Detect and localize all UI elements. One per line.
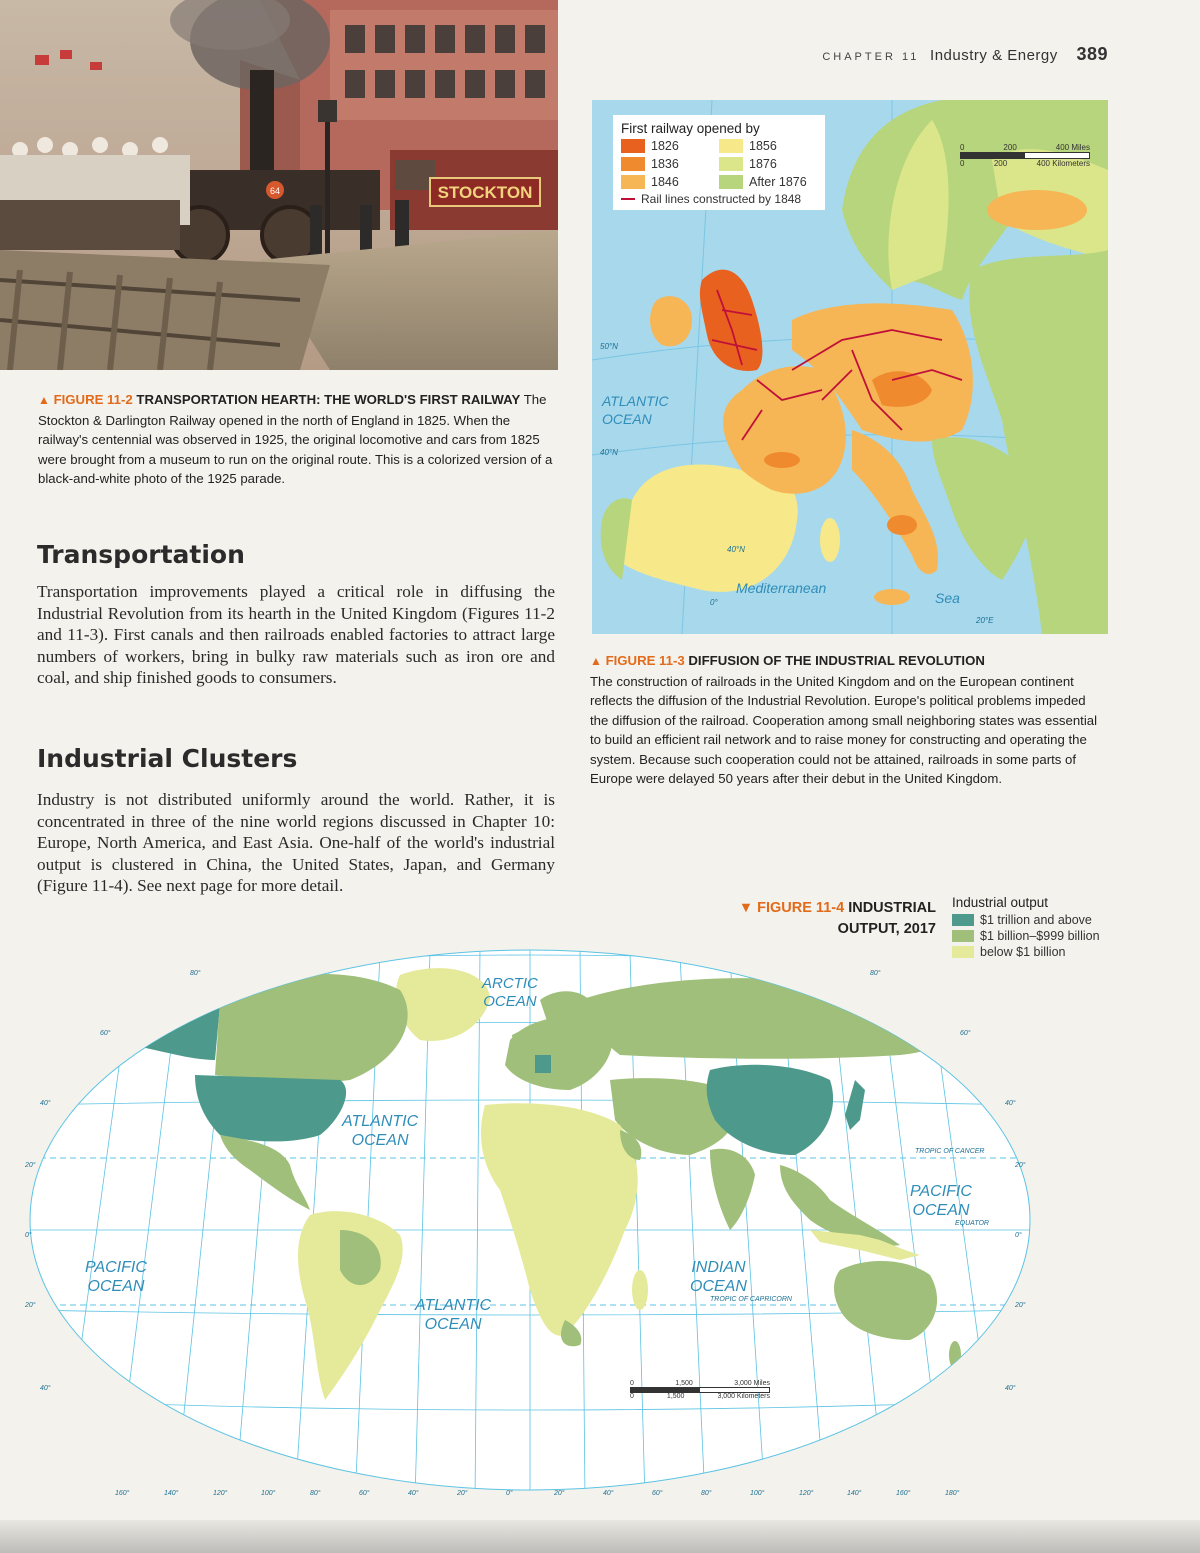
europe-railway-diffusion-map xyxy=(592,100,1108,634)
section-heading-transportation: Transportation xyxy=(37,540,245,569)
label-pacific-ocean-east: PACIFIC OCEAN xyxy=(910,1183,972,1219)
latitude-label: 80° xyxy=(870,970,881,977)
figure-11-2-title: TRANSPORTATION HEARTH: THE WORLD'S FIRST RAILWAY xyxy=(136,392,521,407)
label-atlantic-ocean-north: ATLANTIC OCEAN xyxy=(342,1113,419,1149)
legend-item-1826: 1826 xyxy=(621,139,719,153)
label-equator: EQUATOR xyxy=(955,1220,989,1227)
longitude-label: 100° xyxy=(750,1490,765,1497)
running-head xyxy=(822,44,1108,65)
label-lon-0: 0° xyxy=(710,598,718,607)
longitude-label: 160° xyxy=(115,1490,130,1497)
transportation-paragraph: Transportation improvements played a critical role in diffusing the Industrial Revolution from its hearth in the United Kingdom (Figures 11-2 and 11-3). First canals and then railroads enabled factories to attract large numbers of workers, bring in bulky raw materials such as iron ore and coal, and ship finished goods to consumers. xyxy=(37,582,555,687)
longitude-label: 160° xyxy=(896,1490,911,1497)
longitude-label: 40° xyxy=(408,1490,419,1497)
legend-item-below-billion: below $1 billion xyxy=(952,945,1100,959)
legend-item-trillion: $1 trillion and above xyxy=(952,913,1100,927)
section-heading-industrial-clusters: Industrial Clusters xyxy=(37,744,298,773)
loco-number: 64 xyxy=(269,186,281,196)
label-indian-ocean: INDIAN OCEAN xyxy=(690,1259,747,1295)
latitude-label: 20° xyxy=(1015,1162,1026,1169)
latitude-label: 0° xyxy=(1015,1232,1022,1239)
label-arctic-ocean: ARCTIC OCEAN xyxy=(482,975,538,1010)
label-sea: Sea xyxy=(935,590,960,606)
legend-item-1876: 1876 xyxy=(719,157,817,171)
legend-item-1836: 1836 xyxy=(621,157,719,171)
figure-11-4-title-line1: INDUSTRIAL xyxy=(848,900,936,916)
legend-item-rail-lines: Rail lines constructed by 1848 xyxy=(621,192,817,206)
figure-11-3-label: FIGURE 11-3 xyxy=(605,653,685,668)
europe-legend-title: First railway opened by xyxy=(621,121,760,136)
longitude-label: 180° xyxy=(945,1490,960,1497)
latitude-label: 0° xyxy=(25,1232,32,1239)
triangle-down-icon: ▼ xyxy=(738,900,754,916)
figure-11-2-caption xyxy=(38,390,554,489)
longitude-label: 60° xyxy=(359,1490,370,1497)
label-mediterranean: Mediterranean xyxy=(736,580,827,596)
label-lat-40-west: 40°N xyxy=(600,448,618,457)
label-atlantic-ocean: ATLANTIC OCEAN xyxy=(602,393,669,427)
longitude-label: 80° xyxy=(310,1490,321,1497)
label-lat-40: 40°N xyxy=(727,545,745,554)
chapter-label: CHAPTER 11 xyxy=(822,51,920,63)
latitude-label: 40° xyxy=(40,1100,51,1107)
latitude-label: 40° xyxy=(1005,1385,1016,1392)
figure-11-3-title: DIFFUSION OF THE INDUSTRIAL REVOLUTION xyxy=(688,653,985,668)
chapter-title: Industry & Energy xyxy=(930,47,1058,64)
longitude-label: 140° xyxy=(164,1490,179,1497)
longitude-label: 20° xyxy=(554,1490,565,1497)
triangle-up-icon: ▲ xyxy=(590,654,602,668)
longitude-label: 60° xyxy=(652,1490,663,1497)
latitude-label: 40° xyxy=(40,1385,51,1392)
longitude-label: 100° xyxy=(261,1490,276,1497)
longitude-label: 120° xyxy=(213,1490,228,1497)
label-atlantic-ocean-south: ATLANTIC OCEAN xyxy=(415,1297,492,1333)
latitude-label: 40° xyxy=(1005,1100,1016,1107)
label-lat-50: 50°N xyxy=(600,342,618,351)
industrial-clusters-paragraph: Industry is not distributed uniformly around the world. Rather, it is concentrated in three of the nine world regions discussed in Chapter 10: Europe, North America, and East Asia. One-half of the world's industrial output is clustered in China, the United States, Japan, and Germany (Figure 11-4). See next page for more detail. xyxy=(37,790,555,895)
legend-item-1846: 1846 xyxy=(621,175,719,189)
label-pacific-ocean-west: PACIFIC OCEAN xyxy=(85,1259,147,1295)
stockton-sign-text: STOCKTON xyxy=(437,183,533,202)
world-industrial-output-map xyxy=(20,930,1040,1510)
latitude-label: 60° xyxy=(960,1030,971,1037)
longitude-label: 120° xyxy=(799,1490,814,1497)
longitude-label: 80° xyxy=(701,1490,712,1497)
stockton-railway-photo xyxy=(0,0,558,370)
legend-item-1856: 1856 xyxy=(719,139,817,153)
longitude-label: 40° xyxy=(603,1490,614,1497)
page-number: 389 xyxy=(1076,44,1108,64)
figure-11-2-label: FIGURE 11-2 xyxy=(53,392,133,407)
latitude-label: 20° xyxy=(25,1162,36,1169)
figure-11-4-label: FIGURE 11-4 xyxy=(757,900,845,916)
page-binding-edge xyxy=(0,1520,1200,1553)
latitude-label: 20° xyxy=(25,1302,36,1309)
figure-11-2-text: The Stockton & Darlington Railway opened in the north of England in 1825. When the railway's centennial was observed in 1925, the original locomotive and cars from 1825 were brought from a museum to run on the original route. This is a colorized version of a black-and-white photo of the 1925 parade. xyxy=(38,392,553,486)
latitude-label: 60° xyxy=(100,1030,111,1037)
longitude-label: 140° xyxy=(847,1490,862,1497)
figure-11-3-caption xyxy=(590,651,1102,789)
longitude-label: 20° xyxy=(457,1490,468,1497)
latitude-label: 80° xyxy=(190,970,201,977)
label-lon-20: 20°E xyxy=(976,616,994,625)
figure-11-3-text: The construction of railroads in the United Kingdom and on the European continent reflects the diffusion of the Industrial Revolution. Europe's political problems impeded the diffusion of the railroad. Cooperation among small neighboring states was essential to build an efficient rail network and to raise money for constructing and operating the system. Because such cooperation could not be attained, railroads in some parts of Europe were delayed 50 years after their debut in the United Kingdom. xyxy=(590,673,1098,786)
latitude-label: 20° xyxy=(1015,1302,1026,1309)
europe-map-legend xyxy=(613,115,825,210)
label-tropic-of-capricorn: TROPIC OF CAPRICORN xyxy=(710,1296,792,1303)
label-tropic-of-cancer: TROPIC OF CANCER xyxy=(915,1148,985,1155)
triangle-up-icon: ▲ xyxy=(38,393,50,407)
longitude-label: 0° xyxy=(506,1490,513,1497)
world-scale-bar: 0 1,500 3,000 Miles 0 1,500 3,000 Kilometers xyxy=(630,1380,770,1400)
world-legend-title: Industrial output xyxy=(952,895,1049,910)
legend-item-after-1876: After 1876 xyxy=(719,175,817,189)
legend-item-billion: $1 billion–$999 billion xyxy=(952,929,1100,943)
figure-11-4-title-line2: OUTPUT, 2017 xyxy=(837,921,936,937)
europe-scale-bar: 0 200 400 Miles 0 200 400 Kilometers xyxy=(960,143,1090,168)
